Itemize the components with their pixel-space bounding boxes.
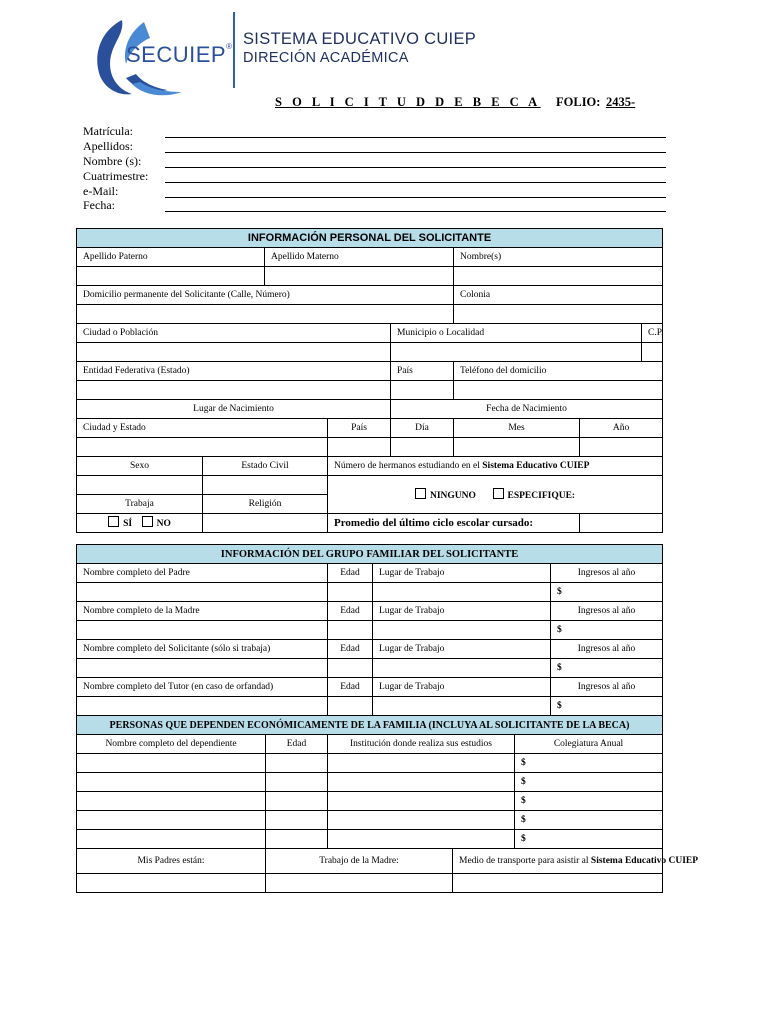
ciudad-estado-label: Ciudad y Estado	[77, 419, 328, 438]
hermanos-label: Número de hermanos estudiando en el Sistema Educativo CUIEP	[328, 457, 663, 476]
religion-label: Religión	[203, 495, 328, 514]
solicitante-edad-input[interactable]	[328, 659, 373, 678]
lugar-nacimiento-label: Lugar de Nacimiento	[77, 400, 391, 419]
fecha-field[interactable]	[165, 211, 666, 212]
tutor-trabajo-label: Lugar de Trabajo	[373, 678, 551, 697]
dependiente-nombre-input[interactable]	[77, 754, 266, 773]
domicilio-input[interactable]	[77, 305, 454, 324]
ciudad-input[interactable]	[77, 343, 391, 362]
table-row	[77, 792, 663, 811]
tutor-ingresos-label: Ingresos al año	[551, 678, 663, 697]
dependiente-colegiatura-input[interactable]: $	[515, 811, 663, 830]
dependiente-nombre-input[interactable]	[77, 773, 266, 792]
dependiente-nombre-input[interactable]	[77, 811, 266, 830]
transporte-input[interactable]	[453, 874, 663, 893]
madre-trabajo-input[interactable]	[373, 621, 551, 640]
birth-info-table	[76, 399, 663, 533]
trabaja-label: Trabaja	[77, 495, 203, 514]
dependiente-institucion-header: Institución donde realiza sus estudios	[328, 735, 515, 754]
padres-input[interactable]	[77, 874, 266, 893]
table-row	[77, 811, 663, 830]
estado-civil-label: Estado Civil	[203, 457, 328, 476]
madre-input[interactable]	[77, 621, 328, 640]
madre-label: Nombre completo de la Madre	[77, 602, 328, 621]
especifique-checkbox[interactable]	[493, 488, 504, 499]
promedio-input[interactable]	[580, 514, 663, 533]
municipio-label: Municipio o Localidad	[391, 324, 642, 343]
madre-edad-label: Edad	[328, 602, 373, 621]
family-section-title: INFORMACIÓN DEL GRUPO FAMILIAR DEL SOLICITANTE	[77, 545, 663, 564]
tutor-trabajo-input[interactable]	[373, 697, 551, 716]
apellido-materno-input[interactable]	[265, 267, 454, 286]
fecha-label: Fecha:	[83, 198, 115, 212]
trabaja-options: SÍ NO	[77, 514, 203, 533]
tutor-ingresos-input[interactable]: $	[551, 697, 663, 716]
promedio-label: Promedio del último ciclo escolar cursado:	[328, 514, 580, 533]
org-name: SISTEMA EDUCATIVO CUIEP	[243, 30, 477, 48]
solicitante-ingresos-input[interactable]: $	[551, 659, 663, 678]
entidad-input[interactable]	[77, 381, 391, 400]
matricula-label: Matrícula:	[83, 124, 133, 138]
solicitante-label: Nombre completo del Solicitante (sólo si trabaja)	[77, 640, 328, 659]
dependiente-nombre-header: Nombre completo del dependiente	[77, 735, 266, 754]
apellidos-label: Apellidos:	[83, 139, 133, 153]
trabajo-madre-label: Trabajo de la Madre:	[266, 849, 453, 874]
dependiente-institucion-input[interactable]	[328, 773, 515, 792]
padre-input[interactable]	[77, 583, 328, 602]
email-label: e-Mail:	[83, 184, 119, 198]
padre-edad-label: Edad	[328, 564, 373, 583]
cuatrimestre-label: Cuatrimestre:	[83, 169, 149, 183]
estado-civil-input[interactable]	[203, 476, 328, 495]
folio-label: FOLIO:	[556, 95, 601, 109]
solicitante-input[interactable]	[77, 659, 328, 678]
pais-label: País	[391, 362, 454, 381]
nombres-input[interactable]	[454, 267, 663, 286]
nombre-label: Nombre (s):	[83, 154, 142, 168]
nombres-label: Nombre(s)	[454, 248, 663, 267]
dependiente-edad-input[interactable]	[266, 811, 328, 830]
madre-trabajo-label: Lugar de Trabajo	[373, 602, 551, 621]
header-divider	[233, 12, 235, 88]
dependiente-edad-input[interactable]	[266, 773, 328, 792]
personal-section-title: INFORMACIÓN PERSONAL DEL SOLICITANTE	[77, 229, 663, 248]
dependiente-nombre-input[interactable]	[77, 792, 266, 811]
dependiente-edad-input[interactable]	[266, 830, 328, 849]
dependiente-edad-header: Edad	[266, 735, 328, 754]
anio-label: Año	[580, 419, 663, 438]
domicilio-label: Domicilio permanente del Solicitante (Calle, Número)	[77, 286, 454, 305]
family-info-table	[76, 544, 663, 716]
no-checkbox[interactable]	[142, 516, 153, 527]
telefono-input[interactable]	[454, 381, 663, 400]
padre-edad-input[interactable]	[328, 583, 373, 602]
religion-input[interactable]	[203, 514, 328, 533]
tutor-label: Nombre completo del Tutor (en caso de orfandad)	[77, 678, 328, 697]
dependiente-institucion-input[interactable]	[328, 754, 515, 773]
pais-input[interactable]	[391, 381, 454, 400]
dependents-table	[76, 715, 699, 893]
ninguno-checkbox[interactable]	[415, 488, 426, 499]
sexo-label: Sexo	[77, 457, 203, 476]
si-checkbox[interactable]	[108, 516, 119, 527]
trabajo-madre-input[interactable]	[266, 874, 453, 893]
tutor-edad-input[interactable]	[328, 697, 373, 716]
dependiente-institucion-input[interactable]	[328, 830, 515, 849]
dependiente-institucion-input[interactable]	[328, 811, 515, 830]
cp-input[interactable]	[642, 343, 663, 362]
dia-input[interactable]	[391, 438, 454, 457]
madre-edad-input[interactable]	[328, 621, 373, 640]
mes-input[interactable]	[454, 438, 580, 457]
municipio-input[interactable]	[391, 343, 642, 362]
solicitante-ingresos-label: Ingresos al año	[551, 640, 663, 659]
matricula-field[interactable]	[165, 137, 666, 138]
table-row	[77, 754, 663, 773]
ciudad-label: Ciudad o Población	[77, 324, 391, 343]
folio-value[interactable]: 2435-	[606, 95, 636, 109]
dependiente-edad-input[interactable]	[266, 792, 328, 811]
padre-ingresos-label: Ingresos al año	[551, 564, 663, 583]
dependiente-colegiatura-input[interactable]: $	[515, 830, 663, 849]
apellidos-field[interactable]	[165, 152, 666, 153]
padre-ingresos-input[interactable]: $	[551, 583, 663, 602]
dependiente-colegiatura-input[interactable]: $	[515, 792, 663, 811]
solicitante-edad-label: Edad	[328, 640, 373, 659]
solicitante-trabajo-label: Lugar de Trabajo	[373, 640, 551, 659]
padres-label: Mis Padres están:	[77, 849, 266, 874]
email-field[interactable]	[165, 197, 666, 198]
padre-trabajo-input[interactable]	[373, 583, 551, 602]
colonia-label: Colonia	[454, 286, 663, 305]
telefono-label: Teléfono del domicilio	[454, 362, 663, 381]
apellido-materno-label: Apellido Materno	[265, 248, 454, 267]
logo-wordmark: SECUIEP®	[126, 42, 233, 67]
transporte-label: Medio de transporte para asistir al Sistema Educativo CUIEP	[453, 849, 663, 874]
dia-label: Día	[391, 419, 454, 438]
apellido-paterno-input[interactable]	[77, 267, 265, 286]
madre-ingresos-label: Ingresos al año	[551, 602, 663, 621]
dependiente-colegiatura-header: Colegiatura Anual	[515, 735, 663, 754]
dependiente-nombre-input[interactable]	[77, 830, 266, 849]
table-row	[77, 773, 663, 792]
padre-trabajo-label: Lugar de Trabajo	[373, 564, 551, 583]
table-row	[77, 830, 663, 849]
solicitante-trabajo-input[interactable]	[373, 659, 551, 678]
dependiente-colegiatura-input[interactable]: $	[515, 773, 663, 792]
dependiente-institucion-input[interactable]	[328, 792, 515, 811]
colonia-input[interactable]	[454, 305, 663, 324]
document-title: S O L I C I T U D D E B E C A	[275, 95, 541, 109]
apellido-paterno-label: Apellido Paterno	[77, 248, 265, 267]
cp-label: C.P.	[642, 324, 663, 343]
cuatrimestre-field[interactable]	[165, 182, 666, 183]
dependents-section-title: PERSONAS QUE DEPENDEN ECONÓMICAMENTE DE LA FAMILIA (INCLUYA AL SOLICITANTE DE LA BECA)	[77, 716, 663, 735]
tutor-edad-label: Edad	[328, 678, 373, 697]
ciudad-estado-input[interactable]	[77, 438, 328, 457]
mes-label: Mes	[454, 419, 580, 438]
tutor-input[interactable]	[77, 697, 328, 716]
personal-info-table	[76, 228, 663, 400]
dependiente-edad-input[interactable]	[266, 754, 328, 773]
fecha-nacimiento-label: Fecha de Nacimiento	[391, 400, 663, 419]
nombre-field[interactable]	[165, 167, 666, 168]
hermanos-options: NINGUNO ESPECIFIQUE:	[328, 476, 663, 514]
pais-nacimiento-label: País	[328, 419, 391, 438]
entidad-label: Entidad Federativa (Estado)	[77, 362, 391, 381]
padre-label: Nombre completo del Padre	[77, 564, 328, 583]
dependiente-colegiatura-input[interactable]: $	[515, 754, 663, 773]
dept-name: DIRECIÓN ACADÉMICA	[243, 50, 409, 66]
anio-input[interactable]	[580, 438, 663, 457]
madre-ingresos-input[interactable]: $	[551, 621, 663, 640]
sexo-input[interactable]	[77, 476, 203, 495]
pais-nacimiento-input[interactable]	[328, 438, 391, 457]
